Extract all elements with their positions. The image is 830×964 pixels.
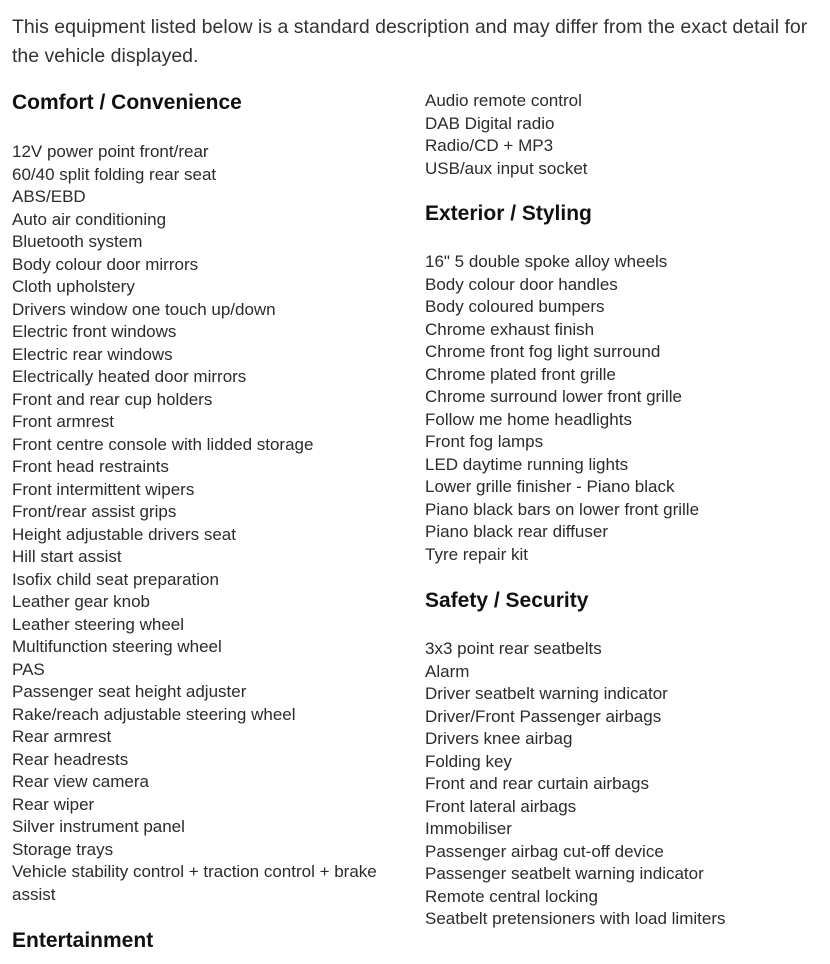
equipment-item: Storage trays — [12, 839, 114, 859]
equipment-item: Drivers knee airbag — [425, 729, 573, 748]
equipment-item: Chrome exhaust finish — [425, 319, 595, 339]
equipment-item: Follow me home headlights — [425, 409, 632, 429]
entertainment-list — [425, 90, 588, 180]
exterior-list — [425, 251, 699, 566]
equipment-item: Front lateral airbags — [425, 796, 577, 816]
disclaimer-text: This equipment listed below is a standard description and may differ from the exact detail for the vehicle displayed. — [12, 16, 808, 67]
equipment-item: 3x3 point rear seatbelts — [425, 639, 602, 658]
equipment-item: Body colour door mirrors — [12, 254, 199, 274]
equipment-item: Chrome plated front grille — [425, 364, 616, 384]
equipment-item: Front and rear curtain airbags — [425, 774, 649, 793]
equipment-item: Piano black rear diffuser — [425, 522, 609, 541]
equipment-item: Electric front windows — [12, 322, 177, 341]
equipment-item: Front head restraints — [12, 457, 169, 476]
equipment-item: Front fog lamps — [425, 432, 544, 451]
equipment-item: Leather gear knob — [12, 592, 150, 611]
equipment-item: Alarm — [425, 661, 470, 681]
equipment-item: PAS — [12, 659, 45, 679]
equipment-item: Cloth upholstery — [12, 277, 135, 296]
equipment-item: 60/40 split folding rear seat — [12, 164, 217, 184]
equipment-item: Electrically heated door mirrors — [12, 367, 247, 386]
equipment-item: Front intermittent wipers — [12, 479, 195, 499]
equipment-item: Drivers window one touch up/down — [12, 299, 276, 319]
equipment-item: Audio remote control — [425, 91, 582, 110]
equipment-item: Height adjustable drivers seat — [12, 524, 236, 544]
comfort-list — [12, 141, 407, 906]
equipment-item: Rear wiper — [12, 794, 95, 814]
safety-list — [425, 638, 725, 931]
equipment-item: Rear armrest — [12, 727, 112, 746]
equipment-item: Rear headrests — [12, 749, 129, 769]
equipment-item: Driver/Front Passenger airbags — [425, 706, 662, 726]
equipment-item: USB/aux input socket — [425, 158, 588, 178]
equipment-item: Front centre console with lidded storage — [12, 434, 314, 454]
entertainment-heading: Entertainment — [12, 929, 154, 952]
equipment-item: Passenger airbag cut-off device — [425, 841, 664, 861]
equipment-item: Isofix child seat preparation — [12, 569, 219, 589]
equipment-item: Rake/reach adjustable steering wheel — [12, 704, 296, 724]
equipment-item: Lower grille finisher - Piano black — [425, 477, 675, 496]
equipment-item: Leather steering wheel — [12, 614, 185, 634]
equipment-item: Remote central locking — [425, 886, 598, 906]
equipment-item: Bluetooth system — [12, 232, 143, 251]
equipment-item: Hill start assist — [12, 547, 122, 566]
equipment-item: Silver instrument panel — [12, 817, 185, 836]
equipment-item: ABS/EBD — [12, 187, 86, 206]
equipment-item: Auto air conditioning — [12, 209, 167, 229]
equipment-item: Immobiliser — [425, 819, 512, 838]
equipment-item: Passenger seat height adjuster — [12, 682, 247, 701]
equipment-item: DAB Digital radio — [425, 113, 555, 133]
equipment-item: Driver seatbelt warning indicator — [425, 684, 668, 703]
comfort-heading: Comfort / Convenience — [12, 91, 242, 114]
equipment-item: Rear view camera — [12, 772, 149, 791]
equipment-item: Piano black bars on lower front grille — [425, 499, 700, 519]
equipment-item: Multifunction steering wheel — [12, 637, 222, 656]
equipment-item: Tyre repair kit — [425, 544, 528, 564]
equipment-item: Radio/CD + MP3 — [425, 136, 554, 155]
equipment-item: Body coloured bumpers — [425, 297, 605, 316]
equipment-item: Seatbelt pretensioners with load limiters — [425, 909, 726, 928]
equipment-item: Electric rear windows — [12, 344, 173, 364]
equipment-item: 12V power point front/rear — [12, 142, 209, 161]
equipment-item: Front armrest — [12, 412, 115, 431]
exterior-heading: Exterior / Styling — [425, 202, 592, 225]
equipment-item: Passenger seatbelt warning indicator — [425, 864, 704, 883]
equipment-item: 16" 5 double spoke alloy wheels — [425, 252, 668, 271]
equipment-item: Vehicle stability control + traction control + brake assist — [12, 862, 377, 904]
equipment-item: Body colour door handles — [425, 274, 618, 294]
equipment-item: Front/rear assist grips — [12, 502, 177, 521]
equipment-item: Chrome surround lower front grille — [425, 387, 682, 406]
equipment-item: LED daytime running lights — [425, 454, 629, 474]
equipment-item: Folding key — [425, 751, 512, 771]
safety-heading: Safety / Security — [425, 589, 589, 612]
equipment-item: Front and rear cup holders — [12, 389, 213, 409]
equipment-item: Chrome front fog light surround — [425, 342, 661, 361]
